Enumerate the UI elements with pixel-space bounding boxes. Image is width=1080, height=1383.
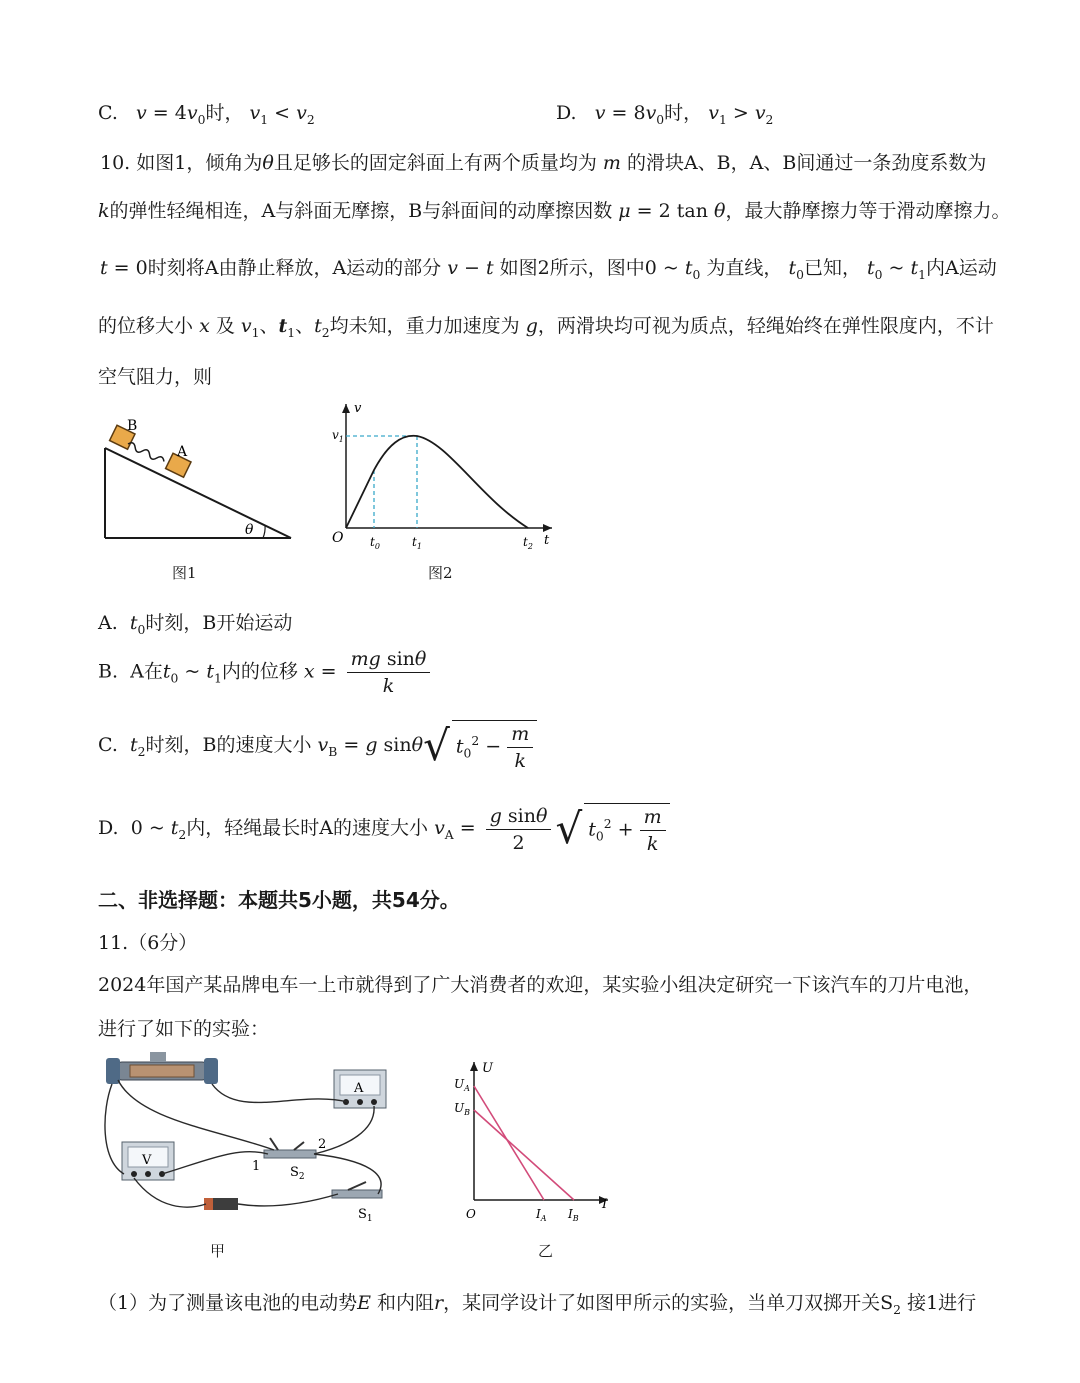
svg-text:I: I	[602, 1197, 608, 1212]
figure-2-vt-graph	[330, 398, 560, 556]
q10-line-4: 的位移大小 x 及 $v_1$、$t_1$、$t_2$均未知，重力加速度为 g，两滑块均可视为质点，轻绳始终在弹性限度内，不计	[98, 315, 994, 340]
svg-text:IA: $I_A$	[536, 1207, 547, 1223]
q11-line-1: 2024年国产某品牌电车一上市就得到了广大消费者的欢迎，某实验小组决定研究一下该汽车的刀片电池，	[98, 974, 983, 996]
q10-line-1: 10. 如图1，倾角为θ且足够长的固定斜面上有两个质量均为 m 的滑块A、B，A、B间通过一条劲度系数为	[100, 152, 987, 174]
svg-text:1: 1	[252, 1159, 261, 1174]
figure-2-caption: 图2	[428, 564, 453, 582]
voltmeter	[122, 1142, 174, 1180]
label-theta: θ	[245, 522, 254, 538]
figure-ui-graph	[448, 1056, 618, 1224]
vt-curve	[346, 436, 528, 528]
q11-header: 11.（6分）	[98, 932, 198, 954]
line-b	[474, 1110, 574, 1200]
incline-slope	[105, 448, 291, 538]
ammeter-label: A	[354, 1081, 364, 1096]
svg-text:v1: $v_1$	[332, 428, 344, 444]
prev-option-d: D. $v = 8v_0$时， $v_1 > v_2$	[556, 102, 774, 127]
switch-s2	[252, 1137, 326, 1182]
figure-1-caption: 图1	[172, 564, 197, 582]
figure-jia-caption: 甲	[210, 1242, 226, 1260]
battery	[204, 1198, 238, 1210]
svg-text:v: v	[354, 401, 362, 416]
svg-text:IB: $I_B$	[568, 1207, 579, 1223]
q10-option-a[interactable]: A. $t_0$时刻，B开始运动	[98, 612, 293, 637]
svg-text:S1: $S_1$	[358, 1207, 373, 1224]
svg-text:t: t	[544, 533, 550, 548]
svg-text:S2: $S_2$	[290, 1165, 305, 1182]
figure-circuit	[98, 1050, 398, 1230]
angle-arc	[263, 525, 265, 538]
figure-1-incline	[95, 410, 305, 550]
q10-line-5: 空气阻力，则	[98, 366, 213, 388]
svg-text:U: U	[482, 1061, 493, 1076]
switch-s1	[332, 1182, 382, 1224]
svg-text:2: 2	[318, 1137, 327, 1152]
rheostat	[106, 1052, 218, 1084]
svg-text:O: O	[332, 530, 344, 546]
q11-line-2: 进行了如下的实验：	[98, 1018, 270, 1040]
q10-option-c[interactable]: C. $t_2$时刻，B的速度大小 $v_B = g$ sinθ√ $t_0^2$ − $\frac{m}{k}$	[98, 720, 537, 772]
line-a	[474, 1086, 544, 1200]
q10-option-b[interactable]: B. A在$t_0$ ~ $t_1$内的位移 x = $\frac{\text{mg sinθ}}{k}$	[98, 648, 434, 697]
prev-option-c: C. $v = 4v_0$时， $v_1 < v_2$	[98, 102, 315, 127]
q10-line-2: k的弹性轻绳相连，A与斜面无摩擦，B与斜面间的动摩擦因数 μ = 2 tan θ，最大静摩擦力等于滑动摩擦力。	[98, 200, 1011, 222]
q11-sub1-line: （1）为了测量该电池的电动势E 和内阻r，某同学设计了如图甲所示的实验，当单刀双掷开关$S_2$ 接1进行	[98, 1292, 977, 1317]
figure-yi-caption: 乙	[538, 1242, 554, 1260]
svg-text:O: O	[466, 1207, 476, 1221]
section-2-title: 二、非选择题：本题共5小题，共54分。	[98, 888, 460, 912]
q10-line-3: t = 0时刻将A由静止释放，A运动的部分 v − t 如图2所示，图中0 ~ $t_0$ 为直线， $t_0$已知， $t_0$ ~ $t_1$内A运动	[100, 257, 997, 282]
svg-text:UA: $U_A$	[454, 1077, 470, 1093]
svg-text:t0: $t_0$	[370, 535, 380, 551]
label-a: A	[177, 444, 188, 460]
svg-text:t1: $t_1$	[412, 535, 422, 551]
svg-text:UB: $U_B$	[454, 1101, 471, 1117]
voltmeter-label: V	[142, 1153, 152, 1168]
label-b: B	[127, 418, 138, 434]
svg-text:t2: $t_2$	[523, 535, 533, 551]
ammeter	[334, 1070, 386, 1108]
q10-option-d[interactable]: D. 0 ~ $t_2$内，轻绳最长时A的速度大小 $v_A$ = $\frac{\text{g sinθ}}{2}$ √ $t_0^2$ + $\frac{m}{k}$	[98, 803, 670, 855]
